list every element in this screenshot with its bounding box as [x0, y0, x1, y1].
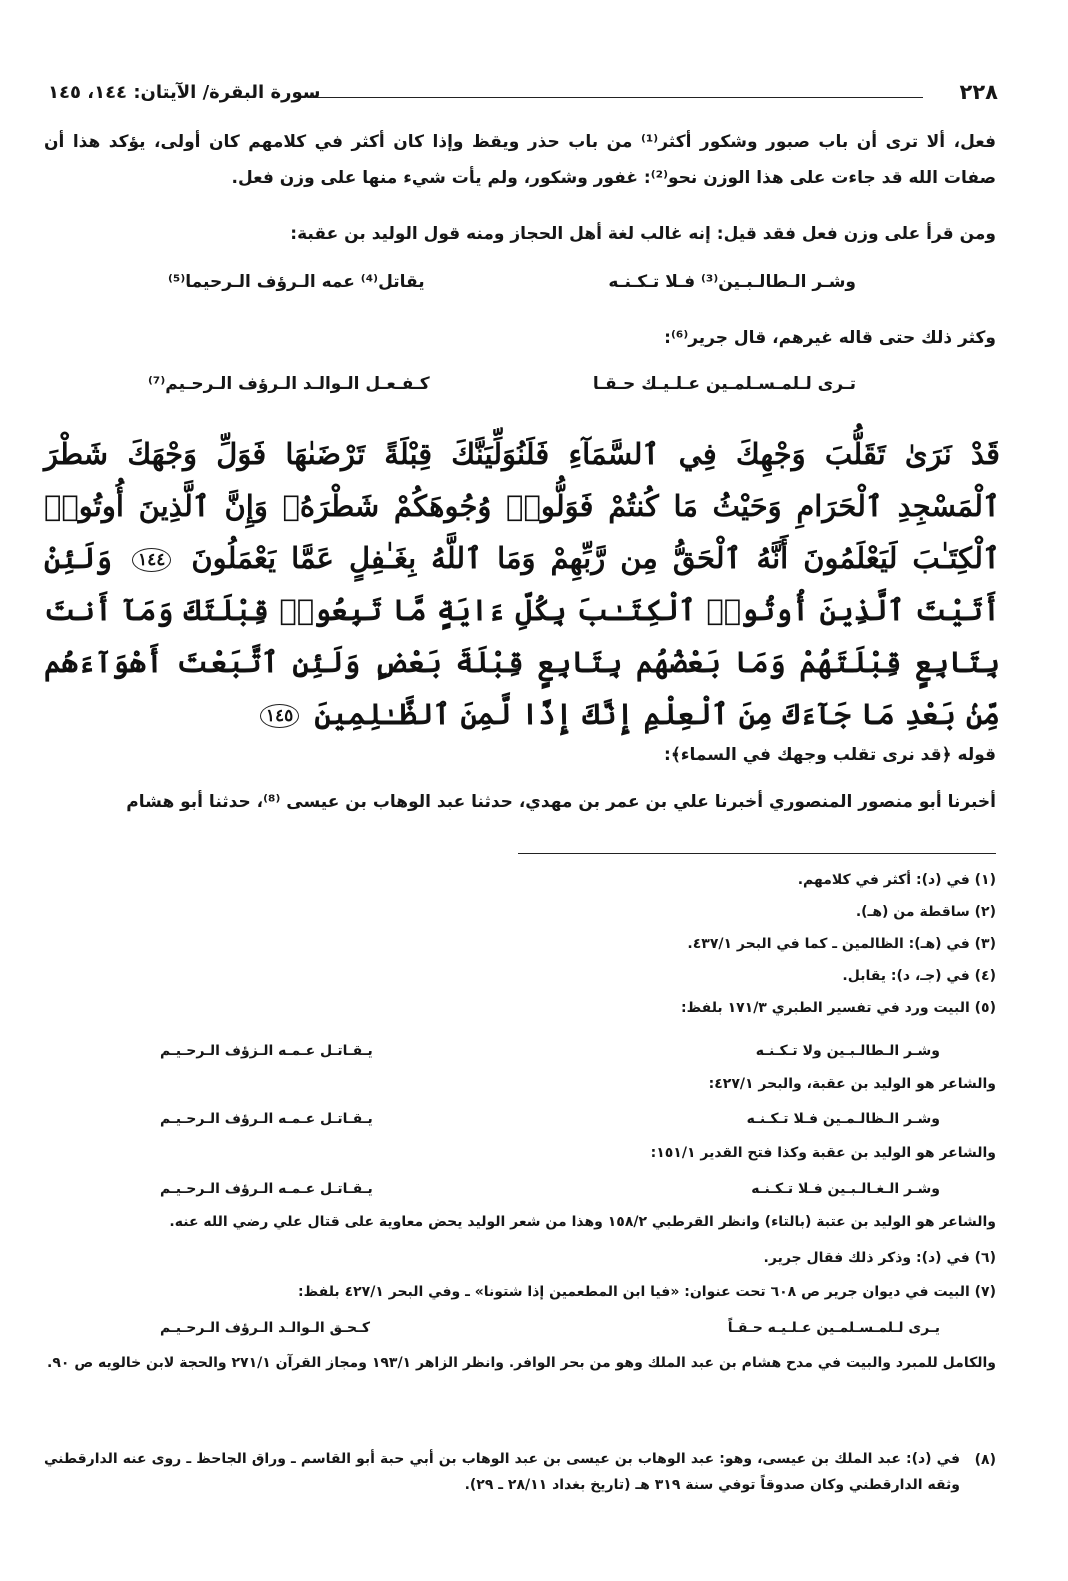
header-rule: [308, 97, 923, 98]
footnote-5-verse-1-first: وشـر الـطالـبـين ولا تـكـنـه: [755, 1043, 940, 1059]
footnote-7: (٧) البيت في ديوان جرير ص ٦٠٨ تحت عنوان: «فيا ابن المطعمين إذا شتونا» ـ وفي البحر ٤٢٧/١ بلفظ:: [298, 1284, 996, 1300]
footnote-5: (٥) البيت ورد في تفسير الطبري ١٧١/٣ بلفظ:: [681, 1000, 996, 1016]
commentary-heading: قوله ﴿قد نرى تقلب وجهك في السماء﴾:: [664, 745, 996, 765]
ayah-145-text: وَلَئِنْ أَتَيْتَ ٱلَّذِينَ أُوتُوا۟ ٱلْكِتَـٰبَ بِكُلِّ ءَايَةٍ مَّا تَبِعُوا۟ قِبْلَتَكَ وَمَآ أَنتَ بِتَابِعٍ قِبْلَتَهُمْ وَمَا بَعْضُهُم بِتَابِعٍ قِبْلَةَ بَعْضٍ وَلَئِنِ ٱتَّبَعْتَ أَهْوَآءَهُم مِّنۢ بَعْدِ مَا جَآءَكَ مِنَ ٱلْعِلْمِ إِنَّكَ إِذًا لَّمِنَ ٱلظَّـٰلِمِينَ: [44, 541, 1000, 731]
ayah-number-145: ١٤٥: [260, 704, 299, 728]
ayah-number-144: ١٤٤: [132, 548, 171, 572]
footnote-5-verse-3-second: يـقـاتـل عـمـه الـرؤف الـرحـيـم: [160, 1181, 373, 1197]
isnad-line: أخبرنا أبو منصور المنصوري أخبرنا علي بن عمر بن مهدي، حدثنا عبد الوهاب بن عيسى ⁽⁸⁾، حدثنا أبو هشام: [126, 792, 996, 812]
footnote-7-text-2: والكامل للمبرد والبيت في مدح هشام بن عبد الملك وهو من بحر الوافر. وانظر الزاهر ١٩٣/١ ومجاز القرآن ٢٧١/١ والحجة لابن خالويه ص ٩٠.: [47, 1355, 996, 1371]
running-title: سورة البقرة/ الآيتان: ١٤٤، ١٤٥: [48, 82, 321, 103]
verse-1-second-hemistich: يقاتل⁽⁴⁾ عمه الـرؤف الـرحيما⁽⁵⁾: [168, 272, 425, 292]
footnote-8: في (د): عبد الملك بن عيسى، وهو: عبد الوهاب بن عيسى بن عبد الوهاب بن أبي حبة أبو القاسم ـ وراق الجاحظ ـ روى عنه الدارقطني وثقه الدارقطني وكان صدوقاً توفي سنة ٣١٩ هـ (تاريخ بغداد ٢٨/١١ ـ ٢٩).: [44, 1451, 960, 1493]
footnote-5-text-2: والشاعر هو الوليد بن عقبة، والبحر ٤٢٧/١:: [708, 1076, 996, 1092]
footnote-5-verse-2-second: يـقـاتـل عـمـه الـرؤف الـرحـيـم: [160, 1111, 373, 1127]
footnote-4: (٤) في (جـ، د): يقابل.: [842, 968, 996, 984]
footnote-3: (٣) في (هـ): الظالمين ـ كما في البحر ٤٣٧/١.: [687, 936, 996, 952]
footnote-7-verse-first: يـرى لـلمـسـلمـين عـلـيـه حـقـاً: [727, 1320, 940, 1336]
footnote-5-verse-2-first: وشـر الـظالـمـين فـلا تـكـنـه: [746, 1111, 940, 1127]
footnote-8-number: (٨): [974, 1452, 996, 1468]
paragraph-1: فعل، ألا ترى أن باب صبور وشكور أكثر⁽¹⁾ من باب حذر ويقظ وإذا كان أكثر في كلامهم كان أولى، يؤكد هذا أن صفات الله قد جاءت على هذا الوزن نحو⁽²⁾: غفور وشكور، ولم يأت شيء منها على وزن فعل.: [44, 132, 996, 188]
footnote-5-verse-1-second: يـقـاتـل عـمـه الـزؤف الـرحـيـم: [160, 1043, 373, 1059]
footnote-rule: [518, 853, 996, 854]
verse-1-first-hemistich: وشـر الـطالـبـين⁽³⁾ فـلا تـكـنـه: [608, 272, 856, 292]
footnote-5-text-3: والشاعر هو الوليد بن عقبة وكذا فتح القدير ١٥١/١:: [650, 1145, 996, 1161]
ayah-144-text: قَدْ نَرَىٰ تَقَلُّبَ وَجْهِكَ فِي ٱلسَّمَآءِ فَلَنُوَلِّيَنَّكَ قِبْلَةً تَرْضَىٰهَا فَوَلِّ وَجْهَكَ شَطْرَ ٱلْمَسْجِدِ ٱلْحَرَامِ وَحَيْثُ مَا كُنتُمْ فَوَلُّوا۟ وُجُوهَكُمْ شَطْرَهُۥ وَإِنَّ ٱلَّذِينَ أُوتُوا۟ ٱلْكِتَـٰبَ لَيَعْلَمُونَ أَنَّهُ ٱلْحَقُّ مِن رَّبِّهِمْ وَمَا ٱللَّهُ بِغَـٰفِلٍ عَمَّا يَعْمَلُونَ: [44, 437, 1000, 575]
footnote-2: (٢) ساقطة من (هـ).: [855, 904, 996, 920]
footnote-6: (٦) في (د): وذكر ذلك فقال جرير.: [763, 1250, 996, 1266]
paragraph-3: وكثر ذلك حتى قاله غيرهم، قال جرير⁽⁶⁾:: [664, 328, 996, 348]
footnote-1: (١) في (د): أكثر في كلامهم.: [797, 872, 996, 888]
verse-2-second-hemistich: كـفـعـل الـوالـد الـرؤف الـرحـيم⁽⁷⁾: [148, 374, 430, 394]
quran-passage: [44, 428, 1000, 740]
page-number: ٢٢٨: [959, 80, 998, 104]
footnote-5-verse-3-first: وشـر الـغـالـبـين فـلا تـكـنـه: [751, 1181, 940, 1197]
verse-2-first-hemistich: تـرى لـلمـسـلمـين عـلـيـك حـقـا: [592, 374, 856, 394]
footnote-7-verse-second: كـحـق الـوالـد الـرؤف الـرحـيـم: [160, 1320, 371, 1336]
paragraph-2: ومن قرأ على وزن فعل فقد قيل: إنه غالب لغة أهل الحجاز ومنه قول الوليد بن عقبة:: [290, 224, 996, 244]
footnote-5-text-4: والشاعر هو الوليد بن عتبة (بالتاء) وانظر القرطبي ١٥٨/٢ وهذا من شعر الوليد يحض معاوية على قتال علي رضي الله عنه.: [169, 1214, 996, 1230]
